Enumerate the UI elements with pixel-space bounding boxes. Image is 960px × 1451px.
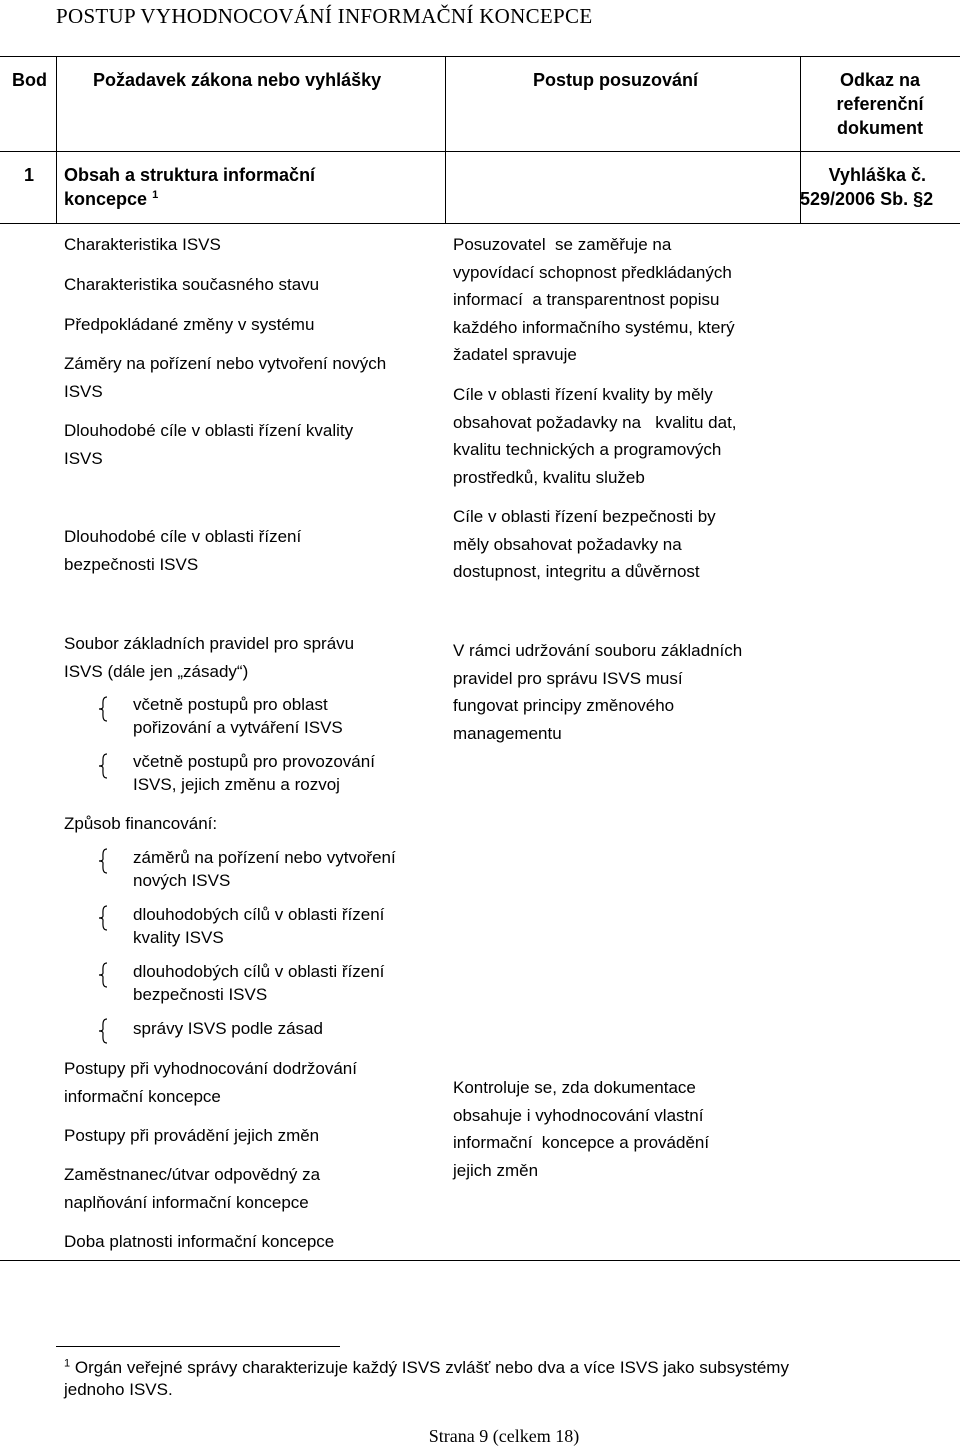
bracket-bullet-icon (97, 848, 111, 874)
row1-reference-law: 529/2006 Sb. (800, 189, 909, 209)
proc-cile-bezpecnosti (453, 503, 716, 586)
req-cile-bezpecnosti-line-1: Dlouhodobé cíle v oblasti řízení (64, 527, 302, 546)
proc-cile-kvality-line-1: Cíle v oblasti řízení kvality by měly (453, 385, 713, 404)
bullet-item-cilu-kvality (133, 903, 384, 949)
bullet-item-zameru-line-1: záměrů na pořízení nebo vytvoření (133, 848, 396, 867)
page-title: POSTUP VYHODNOCOVÁNÍ INFORMAČNÍ KONCEPCE (56, 4, 593, 28)
row1-reference-line-1: Vyhláška č. (828, 165, 926, 185)
proc-posuzovatel-line-4: každého informačního systému, který (453, 317, 735, 337)
req-zamestnanec (64, 1161, 320, 1216)
req-cile-bezpecnosti (64, 523, 301, 578)
req-soubor-pravidel-line-1: Soubor základních pravidel pro správu (64, 634, 355, 653)
bullet-item-cilu-bezpecnosti-line-2: bezpečnosti ISVS (133, 985, 268, 1004)
req-postupy-vyhodnocovani-line-1: Postupy při vyhodnocování dodržování (64, 1059, 357, 1078)
bracket-bullet-icon (97, 962, 111, 988)
req-cile-kvality-line-2: ISVS (64, 448, 103, 468)
req-postupy-vyhodnocovani (64, 1055, 357, 1110)
proc-posuzovatel-line-1: Posuzovatel se zaměřuje na (453, 235, 672, 254)
req-zamery (64, 350, 386, 405)
req-charakteristika-isvs: Charakteristika ISVS (64, 235, 221, 254)
table-bottom-border (0, 1260, 960, 1261)
proc-kontroluje-line-3: informační koncepce a provádění (453, 1133, 710, 1152)
bracket-bullet-icon (97, 753, 111, 779)
footnote-ref[interactable]: 1 (152, 189, 159, 201)
proc-kontroluje (453, 1074, 709, 1184)
row1-title-line-2 (64, 187, 315, 211)
proc-cile-kvality-line-4: prostředků, kvalitu služeb (453, 467, 645, 487)
header-odkaz-line-3: dokument (836, 118, 923, 138)
req-soubor-pravidel-line-2: ISVS (dále jen „zásady“) (64, 661, 249, 681)
req-cile-kvality (64, 417, 353, 472)
proc-udrzovani-line-2: pravidel pro správu ISVS musí (453, 668, 683, 688)
col-divider-2 (445, 56, 446, 223)
req-zamery-line-2: ISVS (64, 381, 103, 401)
req-postupy-zmen: Postupy při provádění jejich změn (64, 1126, 320, 1145)
bullet-item-cilu-bezpecnosti-line-1: dlouhodobých cílů v oblasti řízení (133, 962, 385, 981)
bullet-item-provozovani-line-2: ISVS, jejich změnu a rozvoj (133, 775, 340, 794)
header-odkaz (800, 68, 960, 140)
req-doba-platnosti: Doba platnosti informační koncepce (64, 1232, 335, 1251)
req-zpusob-financovani: Způsob financování: (64, 814, 218, 833)
header-postup: Postup posuzování (533, 70, 699, 90)
row1-reference (800, 163, 960, 211)
proc-udrzovani-line-3: fungovat principy změnového (453, 696, 675, 715)
proc-posuzovatel-line-5: žadatel spravuje (453, 345, 577, 364)
row1-number: 1 (24, 165, 35, 185)
proc-kontroluje-line-2: obsahuje i vyhodnocování vlastní (453, 1105, 704, 1125)
proc-kontroluje-line-1: Kontroluje se, zda dokumentace (453, 1078, 696, 1097)
row1-title-line-2-text: koncepce (64, 189, 148, 209)
row1-reference-line-2 (800, 187, 934, 211)
req-soubor-pravidel (64, 630, 354, 685)
proc-cile-kvality-line-3: kvalitu technických a programových (453, 440, 722, 459)
req-cile-bezpecnosti-line-2: bezpečnosti ISVS (64, 554, 199, 574)
bullet-item-provozovani (133, 750, 375, 796)
req-zamestnanec-line-1: Zaměstnanec/útvar odpovědný za (64, 1165, 321, 1184)
proc-posuzovatel-line-2: vypovídací schopnost předkládaných (453, 262, 732, 282)
bracket-bullet-icon (97, 905, 111, 931)
col-divider-1 (56, 56, 57, 223)
header-odkaz-line-2: referenční (836, 94, 924, 114)
bullet-item-porizovani-line-2: pořizování a vytváření ISVS (133, 718, 343, 737)
bullet-item-zameru-line-2: nových ISVS (133, 871, 231, 890)
header-bod: Bod (12, 70, 47, 90)
footnote (64, 1357, 944, 1401)
section-sign: § (913, 189, 924, 209)
bracket-bullet-icon (97, 696, 111, 722)
bullet-item-porizovani-line-1: včetně postupů pro oblast (133, 695, 328, 714)
req-zamestnanec-line-2: naplňování informační koncepce (64, 1192, 309, 1212)
page-number: Strana 9 (celkem 18) (428, 1426, 580, 1446)
footnote-line-2: jednoho ISVS. (64, 1380, 173, 1399)
proc-cile-kvality-line-2: obsahovat požadavky na kvalitu dat, (453, 412, 737, 432)
bullet-item-porizovani (133, 693, 343, 739)
proc-posuzovatel (453, 231, 735, 369)
section-number: 2 (923, 189, 934, 209)
footnote-text-1: Orgán veřejné správy charakterizuje každý ISVS zvlášť nebo dva a více ISVS jako subsystémy (74, 1358, 789, 1377)
header-bottom-border (0, 151, 960, 152)
proc-cile-kvality (453, 381, 737, 491)
bracket-bullet-icon (97, 1018, 111, 1044)
bullet-item-provozovani-line-1: včetně postupů pro provozování (133, 752, 375, 771)
row1-bottom-border (0, 223, 960, 224)
proc-udrzovani-line-4: managementu (453, 723, 562, 743)
proc-cile-bezpecnosti-line-3: dostupnost, integritu a důvěrnost (453, 562, 700, 581)
proc-cile-bezpecnosti-line-1: Cíle v oblasti řízení bezpečnosti by (453, 507, 716, 526)
bullet-item-spravy: správy ISVS podle zásad (133, 1019, 323, 1038)
header-odkaz-line-1: Odkaz na (839, 70, 921, 90)
proc-posuzovatel-line-3: informací a transparentnost popisu (453, 290, 720, 309)
bullet-item-cilu-kvality-line-1: dlouhodobých cílů v oblasti řízení (133, 905, 385, 924)
bullet-item-cilu-kvality-line-2: kvality ISVS (133, 928, 224, 947)
proc-kontroluje-line-4: jejich změn (453, 1160, 539, 1180)
req-postupy-vyhodnocovani-line-2: informační koncepce (64, 1086, 221, 1106)
bullet-item-cilu-bezpecnosti (133, 960, 384, 1006)
req-cile-kvality-line-1: Dlouhodobé cíle v oblasti řízení kvality (64, 421, 354, 440)
req-zamery-line-1: Záměry na pořízení nebo vytvoření nových (64, 354, 387, 373)
proc-udrzovani (453, 637, 742, 747)
req-predpokladane-zmeny: Předpokládané změny v systému (64, 315, 315, 334)
row1-title (64, 163, 315, 211)
row1-title-line-1: Obsah a struktura informační (64, 165, 316, 185)
footnote-separator (56, 1346, 340, 1347)
bullet-item-zameru (133, 846, 396, 892)
footnote-line-1 (64, 1357, 944, 1379)
req-charakteristika-stavu: Charakteristika současného stavu (64, 275, 320, 294)
header-pozadavek: Požadavek zákona nebo vyhlášky (93, 70, 382, 90)
proc-cile-bezpecnosti-line-2: měly obsahovat požadavky na (453, 534, 682, 554)
table-top-border (0, 56, 960, 57)
proc-udrzovani-line-1: V rámci udržování souboru základních (453, 641, 743, 660)
footnote-number: 1 (64, 1357, 71, 1370)
